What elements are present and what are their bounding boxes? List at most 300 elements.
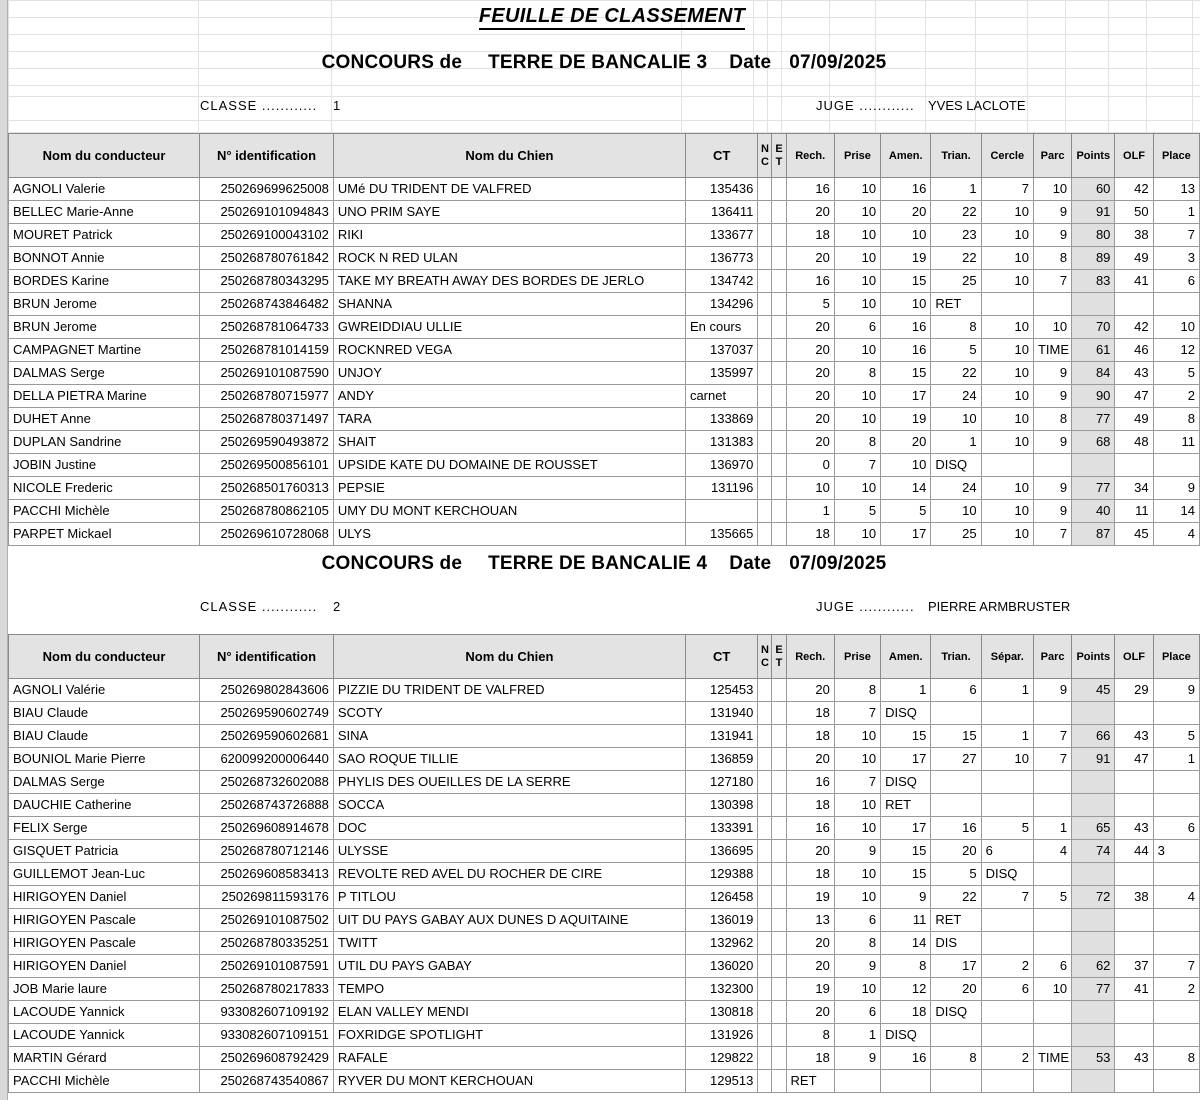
cell-conducteur[interactable]: NICOLE Frederic (9, 477, 200, 500)
cell-olf[interactable]: 41 (1115, 270, 1153, 293)
cell-nc[interactable] (758, 840, 772, 863)
cell-et[interactable] (772, 978, 786, 1001)
cell-points[interactable]: 77 (1072, 477, 1115, 500)
cell-et[interactable] (772, 679, 786, 702)
cell-parc[interactable]: 7 (1033, 748, 1071, 771)
cell-parc[interactable]: 10 (1033, 178, 1071, 201)
cell-ct[interactable]: carnet (685, 385, 757, 408)
cell-nc[interactable] (758, 1070, 772, 1093)
cell-nc[interactable] (758, 863, 772, 886)
col-header-olf[interactable]: OLF (1115, 134, 1153, 178)
cell-points[interactable] (1072, 1024, 1115, 1047)
cell-conducteur[interactable]: HIRIGOYEN Daniel (9, 955, 200, 978)
table-row[interactable] (9, 978, 1200, 1001)
cell-identification[interactable]: 250269101094843 (200, 201, 334, 224)
cell-points[interactable]: 61 (1072, 339, 1115, 362)
cell-et[interactable] (772, 955, 786, 978)
cell-olf[interactable] (1115, 293, 1153, 316)
table-row[interactable] (9, 477, 1200, 500)
cell-identification[interactable]: 250268780371497 (200, 408, 334, 431)
cell-amen[interactable]: 14 (881, 477, 931, 500)
cell-rech[interactable]: 20 (786, 339, 834, 362)
cell-et[interactable] (772, 771, 786, 794)
cell-trian[interactable]: 5 (931, 863, 981, 886)
cell-identification[interactable]: 250269590602681 (200, 725, 334, 748)
cell-trian[interactable]: 10 (931, 408, 981, 431)
cell-nc[interactable] (758, 385, 772, 408)
cell-prise[interactable]: 8 (834, 679, 880, 702)
cell-et[interactable] (772, 500, 786, 523)
cell-identification[interactable]: 250269608914678 (200, 817, 334, 840)
cell-identification[interactable]: 933082607109151 (200, 1024, 334, 1047)
cell-rech[interactable]: 20 (786, 385, 834, 408)
table-row[interactable] (9, 339, 1200, 362)
col-header-nc[interactable]: N C (758, 635, 772, 679)
cell-trian[interactable]: 25 (931, 270, 981, 293)
cell-cercle-separ[interactable]: 10 (981, 201, 1033, 224)
table-row[interactable] (9, 725, 1200, 748)
cell-cercle-separ[interactable]: 1 (981, 679, 1033, 702)
cell-prise[interactable]: 7 (834, 702, 880, 725)
cell-rech[interactable]: 5 (786, 293, 834, 316)
cell-place[interactable]: 8 (1153, 1047, 1199, 1070)
cell-nc[interactable] (758, 771, 772, 794)
cell-et[interactable] (772, 932, 786, 955)
cell-amen[interactable]: 15 (881, 270, 931, 293)
cell-place[interactable]: 1 (1153, 201, 1199, 224)
cell-et[interactable] (772, 1047, 786, 1070)
cell-cercle-separ[interactable]: 10 (981, 385, 1033, 408)
table-row[interactable] (9, 316, 1200, 339)
table-row[interactable] (9, 679, 1200, 702)
cell-olf[interactable]: 34 (1115, 477, 1153, 500)
col-header-trian[interactable]: Trian. (931, 635, 981, 679)
cell-et[interactable] (772, 523, 786, 546)
cell-ct[interactable]: 135436 (685, 178, 757, 201)
cell-place[interactable]: 10 (1153, 316, 1199, 339)
cell-prise[interactable]: 6 (834, 909, 880, 932)
cell-ct[interactable]: 136773 (685, 247, 757, 270)
cell-conducteur[interactable]: JOBIN Justine (9, 454, 200, 477)
cell-cercle-separ[interactable] (981, 1001, 1033, 1024)
cell-place[interactable] (1153, 909, 1199, 932)
cell-amen[interactable]: 15 (881, 863, 931, 886)
cell-points[interactable] (1072, 863, 1115, 886)
cell-parc[interactable]: 10 (1033, 978, 1071, 1001)
cell-rech[interactable]: 10 (786, 477, 834, 500)
cell-nom-chien[interactable]: DOC (333, 817, 685, 840)
cell-amen[interactable]: DISQ (881, 702, 931, 725)
cell-conducteur[interactable]: DAUCHIE Catherine (9, 794, 200, 817)
cell-trian[interactable]: 22 (931, 247, 981, 270)
cell-olf[interactable] (1115, 771, 1153, 794)
cell-prise[interactable]: 5 (834, 500, 880, 523)
cell-prise[interactable]: 10 (834, 247, 880, 270)
cell-prise[interactable]: 8 (834, 932, 880, 955)
cell-nc[interactable] (758, 1001, 772, 1024)
cell-nc[interactable] (758, 955, 772, 978)
cell-cercle-separ[interactable] (981, 293, 1033, 316)
table-row[interactable] (9, 293, 1200, 316)
table-row[interactable] (9, 408, 1200, 431)
cell-amen[interactable]: 20 (881, 201, 931, 224)
cell-trian[interactable] (931, 1070, 981, 1093)
cell-parc[interactable]: 7 (1033, 270, 1071, 293)
cell-parc[interactable]: 10 (1033, 316, 1071, 339)
cell-olf[interactable]: 49 (1115, 247, 1153, 270)
cell-nc[interactable] (758, 201, 772, 224)
cell-points[interactable] (1072, 909, 1115, 932)
cell-identification[interactable]: 250268780335251 (200, 932, 334, 955)
col-header-cercle-separ[interactable]: Cercle (981, 134, 1033, 178)
cell-nc[interactable] (758, 725, 772, 748)
cell-parc[interactable]: 8 (1033, 247, 1071, 270)
cell-conducteur[interactable]: BRUN Jerome (9, 293, 200, 316)
cell-conducteur[interactable]: PACCHI Michèle (9, 1070, 200, 1093)
cell-olf[interactable]: 43 (1115, 817, 1153, 840)
cell-amen[interactable]: 16 (881, 339, 931, 362)
cell-trian[interactable]: 22 (931, 362, 981, 385)
cell-olf[interactable] (1115, 794, 1153, 817)
cell-amen[interactable]: 15 (881, 725, 931, 748)
cell-ct[interactable]: 131940 (685, 702, 757, 725)
cell-ct[interactable]: 137037 (685, 339, 757, 362)
table-row[interactable] (9, 1070, 1200, 1093)
cell-prise[interactable]: 10 (834, 178, 880, 201)
col-header-points[interactable]: Points (1072, 635, 1115, 679)
cell-place[interactable]: 3 (1153, 840, 1199, 863)
cell-amen[interactable]: 8 (881, 955, 931, 978)
col-header-conducteur[interactable]: Nom du conducteur (9, 134, 200, 178)
cell-ct[interactable]: 135665 (685, 523, 757, 546)
cell-nom-chien[interactable]: RAFALE (333, 1047, 685, 1070)
cell-conducteur[interactable]: BONNOT Annie (9, 247, 200, 270)
cell-parc[interactable]: 6 (1033, 955, 1071, 978)
cell-et[interactable] (772, 909, 786, 932)
cell-cercle-separ[interactable] (981, 702, 1033, 725)
cell-nc[interactable] (758, 270, 772, 293)
cell-place[interactable]: 14 (1153, 500, 1199, 523)
cell-points[interactable]: 40 (1072, 500, 1115, 523)
cell-parc[interactable]: 9 (1033, 362, 1071, 385)
cell-rech[interactable]: 18 (786, 725, 834, 748)
cell-place[interactable] (1153, 454, 1199, 477)
cell-points[interactable] (1072, 1001, 1115, 1024)
cell-parc[interactable]: TIME (1033, 339, 1071, 362)
cell-ct[interactable]: 129513 (685, 1070, 757, 1093)
col-header-olf[interactable]: OLF (1115, 635, 1153, 679)
cell-identification[interactable]: 250269101087591 (200, 955, 334, 978)
cell-points[interactable]: 62 (1072, 955, 1115, 978)
cell-conducteur[interactable]: AGNOLI Valerie (9, 178, 200, 201)
cell-trian[interactable]: 24 (931, 385, 981, 408)
cell-nc[interactable] (758, 316, 772, 339)
cell-conducteur[interactable]: BOUNIOL Marie Pierre (9, 748, 200, 771)
cell-parc[interactable] (1033, 454, 1071, 477)
cell-prise[interactable]: 10 (834, 385, 880, 408)
cell-ct[interactable]: 136859 (685, 748, 757, 771)
table-row[interactable] (9, 362, 1200, 385)
cell-olf[interactable] (1115, 863, 1153, 886)
cell-trian[interactable] (931, 794, 981, 817)
cell-conducteur[interactable]: GUILLEMOT Jean-Luc (9, 863, 200, 886)
cell-trian[interactable]: DISQ (931, 1001, 981, 1024)
cell-ct[interactable]: 131941 (685, 725, 757, 748)
cell-nom-chien[interactable]: PEPSIE (333, 477, 685, 500)
cell-prise[interactable]: 10 (834, 201, 880, 224)
cell-cercle-separ[interactable] (981, 454, 1033, 477)
cell-nom-chien[interactable]: GWREIDDIAU ULLIE (333, 316, 685, 339)
cell-place[interactable]: 9 (1153, 477, 1199, 500)
cell-prise[interactable]: 10 (834, 863, 880, 886)
cell-identification[interactable]: 250268743540867 (200, 1070, 334, 1093)
cell-et[interactable] (772, 431, 786, 454)
col-header-place[interactable]: Place (1153, 635, 1199, 679)
cell-conducteur[interactable]: LACOUDE Yannick (9, 1024, 200, 1047)
cell-nom-chien[interactable]: SHANNA (333, 293, 685, 316)
table-row[interactable] (9, 385, 1200, 408)
cell-place[interactable] (1153, 1001, 1199, 1024)
cell-identification[interactable]: 250269802843606 (200, 679, 334, 702)
cell-trian[interactable] (931, 771, 981, 794)
cell-cercle-separ[interactable]: 2 (981, 1047, 1033, 1070)
cell-cercle-separ[interactable] (981, 1024, 1033, 1047)
cell-amen[interactable]: 5 (881, 500, 931, 523)
cell-nc[interactable] (758, 408, 772, 431)
cell-et[interactable] (772, 247, 786, 270)
table-row[interactable] (9, 1001, 1200, 1024)
cell-et[interactable] (772, 293, 786, 316)
cell-olf[interactable]: 47 (1115, 385, 1153, 408)
cell-identification[interactable]: 250268781014159 (200, 339, 334, 362)
cell-olf[interactable]: 29 (1115, 679, 1153, 702)
table-row[interactable] (9, 840, 1200, 863)
cell-cercle-separ[interactable]: 7 (981, 886, 1033, 909)
cell-rech[interactable]: 19 (786, 886, 834, 909)
cell-nom-chien[interactable]: UMY DU MONT KERCHOUAN (333, 500, 685, 523)
cell-cercle-separ[interactable]: DISQ (981, 863, 1033, 886)
cell-rech[interactable]: 20 (786, 408, 834, 431)
cell-conducteur[interactable]: FELIX Serge (9, 817, 200, 840)
cell-points[interactable] (1072, 932, 1115, 955)
cell-olf[interactable]: 37 (1115, 955, 1153, 978)
cell-ct[interactable]: 136695 (685, 840, 757, 863)
cell-olf[interactable] (1115, 932, 1153, 955)
table-row[interactable] (9, 886, 1200, 909)
cell-points[interactable]: 91 (1072, 201, 1115, 224)
cell-conducteur[interactable]: MARTIN Gérard (9, 1047, 200, 1070)
cell-nc[interactable] (758, 477, 772, 500)
cell-place[interactable]: 2 (1153, 978, 1199, 1001)
cell-prise[interactable]: 7 (834, 454, 880, 477)
cell-trian[interactable]: 25 (931, 523, 981, 546)
cell-prise[interactable]: 10 (834, 748, 880, 771)
cell-cercle-separ[interactable]: 10 (981, 270, 1033, 293)
cell-et[interactable] (772, 702, 786, 725)
cell-olf[interactable]: 38 (1115, 886, 1153, 909)
table-row[interactable] (9, 771, 1200, 794)
cell-et[interactable] (772, 270, 786, 293)
cell-place[interactable] (1153, 293, 1199, 316)
juge-value[interactable]: YVES LACLOTE (928, 98, 1026, 113)
cell-identification[interactable]: 250268780862105 (200, 500, 334, 523)
table-row[interactable] (9, 500, 1200, 523)
col-header-parc[interactable]: Parc (1033, 635, 1071, 679)
cell-amen[interactable]: 15 (881, 840, 931, 863)
cell-parc[interactable]: 5 (1033, 886, 1071, 909)
cell-prise[interactable]: 10 (834, 477, 880, 500)
cell-points[interactable] (1072, 794, 1115, 817)
cell-trian[interactable]: 15 (931, 725, 981, 748)
cell-et[interactable] (772, 1024, 786, 1047)
cell-points[interactable]: 80 (1072, 224, 1115, 247)
cell-ct[interactable]: 136411 (685, 201, 757, 224)
cell-prise[interactable]: 9 (834, 955, 880, 978)
cell-identification[interactable]: 250269608583413 (200, 863, 334, 886)
cell-place[interactable]: 5 (1153, 362, 1199, 385)
col-header-prise[interactable]: Prise (834, 635, 880, 679)
table-row[interactable] (9, 794, 1200, 817)
cell-ct[interactable]: 134742 (685, 270, 757, 293)
cell-olf[interactable] (1115, 1070, 1153, 1093)
cell-et[interactable] (772, 201, 786, 224)
classe-value[interactable]: 1 (333, 98, 341, 113)
cell-points[interactable] (1072, 1070, 1115, 1093)
cell-conducteur[interactable]: BRUN Jerome (9, 316, 200, 339)
col-header-identification[interactable]: N° identification (200, 635, 334, 679)
cell-ct[interactable]: 130818 (685, 1001, 757, 1024)
cell-amen[interactable]: DISQ (881, 1024, 931, 1047)
cell-rech[interactable]: RET (786, 1070, 834, 1093)
cell-trian[interactable]: 22 (931, 886, 981, 909)
cell-prise[interactable]: 10 (834, 794, 880, 817)
cell-amen[interactable] (881, 1070, 931, 1093)
cell-conducteur[interactable]: BELLEC Marie-Anne (9, 201, 200, 224)
cell-rech[interactable]: 1 (786, 500, 834, 523)
cell-et[interactable] (772, 725, 786, 748)
cell-cercle-separ[interactable]: 7 (981, 178, 1033, 201)
cell-ct[interactable]: 131383 (685, 431, 757, 454)
cell-cercle-separ[interactable]: 10 (981, 748, 1033, 771)
cell-amen[interactable]: 16 (881, 178, 931, 201)
cell-identification[interactable]: 250268780343295 (200, 270, 334, 293)
cell-ct[interactable]: 134296 (685, 293, 757, 316)
cell-nom-chien[interactable]: UNO PRIM SAYE (333, 201, 685, 224)
cell-trian[interactable]: 17 (931, 955, 981, 978)
cell-ct[interactable]: 136020 (685, 955, 757, 978)
cell-olf[interactable]: 45 (1115, 523, 1153, 546)
table-row[interactable] (9, 201, 1200, 224)
cell-identification[interactable]: 250269101087502 (200, 909, 334, 932)
cell-olf[interactable]: 50 (1115, 201, 1153, 224)
cell-place[interactable]: 9 (1153, 679, 1199, 702)
cell-rech[interactable]: 13 (786, 909, 834, 932)
cell-trian[interactable]: 24 (931, 477, 981, 500)
cell-identification[interactable]: 250268501760313 (200, 477, 334, 500)
cell-nc[interactable] (758, 500, 772, 523)
cell-et[interactable] (772, 339, 786, 362)
cell-amen[interactable]: 12 (881, 978, 931, 1001)
cell-parc[interactable]: 9 (1033, 500, 1071, 523)
cell-prise[interactable]: 8 (834, 362, 880, 385)
cell-trian[interactable]: 6 (931, 679, 981, 702)
cell-rech[interactable]: 19 (786, 978, 834, 1001)
cell-nom-chien[interactable]: SINA (333, 725, 685, 748)
cell-olf[interactable]: 11 (1115, 500, 1153, 523)
cell-olf[interactable]: 47 (1115, 748, 1153, 771)
cell-place[interactable]: 11 (1153, 431, 1199, 454)
table-row[interactable] (9, 1047, 1200, 1070)
cell-place[interactable]: 4 (1153, 523, 1199, 546)
cell-nc[interactable] (758, 339, 772, 362)
cell-place[interactable]: 4 (1153, 886, 1199, 909)
col-header-place[interactable]: Place (1153, 134, 1199, 178)
cell-place[interactable]: 5 (1153, 725, 1199, 748)
table-row[interactable] (9, 909, 1200, 932)
cell-identification[interactable]: 250269590602749 (200, 702, 334, 725)
cell-points[interactable]: 72 (1072, 886, 1115, 909)
cell-amen[interactable]: 20 (881, 431, 931, 454)
cell-prise[interactable]: 10 (834, 725, 880, 748)
cell-nc[interactable] (758, 1047, 772, 1070)
cell-rech[interactable]: 20 (786, 748, 834, 771)
cell-rech[interactable]: 20 (786, 1001, 834, 1024)
cell-et[interactable] (772, 454, 786, 477)
cell-ct[interactable]: En cours (685, 316, 757, 339)
cell-trian[interactable] (931, 702, 981, 725)
cell-trian[interactable]: 8 (931, 1047, 981, 1070)
cell-et[interactable] (772, 408, 786, 431)
cell-rech[interactable]: 20 (786, 431, 834, 454)
cell-place[interactable] (1153, 794, 1199, 817)
cell-olf[interactable]: 43 (1115, 725, 1153, 748)
cell-nom-chien[interactable]: PIZZIE DU TRIDENT DE VALFRED (333, 679, 685, 702)
cell-olf[interactable]: 46 (1115, 339, 1153, 362)
cell-points[interactable]: 77 (1072, 978, 1115, 1001)
cell-et[interactable] (772, 316, 786, 339)
cell-amen[interactable]: 18 (881, 1001, 931, 1024)
cell-identification[interactable]: 250269608792429 (200, 1047, 334, 1070)
cell-rech[interactable]: 16 (786, 178, 834, 201)
cell-points[interactable]: 83 (1072, 270, 1115, 293)
col-header-nom-chien[interactable]: Nom du Chien (333, 635, 685, 679)
cell-parc[interactable]: 8 (1033, 408, 1071, 431)
cell-cercle-separ[interactable]: 10 (981, 523, 1033, 546)
cell-conducteur[interactable]: DUHET Anne (9, 408, 200, 431)
cell-identification[interactable]: 250268780715977 (200, 385, 334, 408)
cell-nc[interactable] (758, 178, 772, 201)
cell-prise[interactable]: 10 (834, 224, 880, 247)
cell-conducteur[interactable]: BIAU Claude (9, 702, 200, 725)
table-row[interactable] (9, 523, 1200, 546)
table-row[interactable] (9, 863, 1200, 886)
cell-cercle-separ[interactable]: 6 (981, 840, 1033, 863)
cell-conducteur[interactable]: DALMAS Serge (9, 771, 200, 794)
cell-rech[interactable]: 18 (786, 523, 834, 546)
cell-place[interactable]: 12 (1153, 339, 1199, 362)
cell-prise[interactable]: 6 (834, 1001, 880, 1024)
cell-rech[interactable]: 20 (786, 955, 834, 978)
cell-amen[interactable]: 16 (881, 1047, 931, 1070)
col-header-cercle-separ[interactable]: Sépar. (981, 635, 1033, 679)
cell-parc[interactable] (1033, 794, 1071, 817)
cell-points[interactable]: 66 (1072, 725, 1115, 748)
cell-amen[interactable]: 1 (881, 679, 931, 702)
cell-cercle-separ[interactable]: 2 (981, 955, 1033, 978)
cell-et[interactable] (772, 385, 786, 408)
cell-nom-chien[interactable]: ANDY (333, 385, 685, 408)
cell-rech[interactable]: 18 (786, 702, 834, 725)
